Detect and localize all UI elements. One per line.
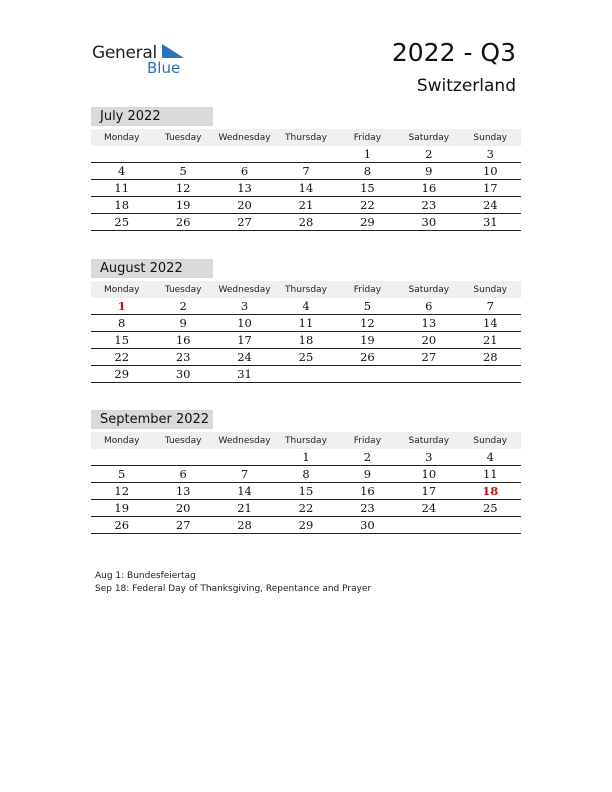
day-cell: 17 <box>398 483 459 500</box>
day-cell <box>214 449 275 466</box>
day-cell: 29 <box>337 214 398 231</box>
week-row <box>91 332 521 349</box>
day-cell: 19 <box>337 332 398 349</box>
day-cell: 20 <box>398 332 459 349</box>
day-cell: 17 <box>214 332 275 349</box>
weekday-label: Monday <box>91 432 152 449</box>
day-cell: 30 <box>337 517 398 534</box>
day-cell: 22 <box>275 500 336 517</box>
day-cell: 18 <box>275 332 336 349</box>
day-cell: 1 <box>337 146 398 163</box>
calendar-table <box>91 281 521 383</box>
weekday-label: Monday <box>91 129 152 146</box>
day-cell: 4 <box>91 163 152 180</box>
day-cell: 5 <box>91 466 152 483</box>
weekday-label: Saturday <box>398 281 459 298</box>
week-row <box>91 163 521 180</box>
weekday-label: Wednesday <box>214 432 275 449</box>
logo-triangle-icon <box>162 44 184 60</box>
day-cell: 19 <box>152 197 213 214</box>
day-cell: 27 <box>152 517 213 534</box>
day-cell: 13 <box>152 483 213 500</box>
day-cell: 23 <box>152 349 213 366</box>
country-name: Switzerland <box>416 76 516 96</box>
day-cell: 8 <box>91 315 152 332</box>
day-cell <box>275 146 336 163</box>
day-cell: 26 <box>91 517 152 534</box>
holiday-day-cell: 18 <box>460 483 521 500</box>
day-cell: 13 <box>398 315 459 332</box>
weekday-label: Sunday <box>460 129 521 146</box>
holiday-notes <box>95 570 371 596</box>
month-title: August 2022 <box>91 259 213 278</box>
month-july <box>91 107 521 231</box>
day-cell: 29 <box>91 366 152 383</box>
quarter-title: 2022 - Q3 <box>391 38 516 67</box>
week-row <box>91 449 521 466</box>
day-cell: 23 <box>398 197 459 214</box>
day-cell: 10 <box>214 315 275 332</box>
weekday-label: Sunday <box>460 281 521 298</box>
holiday-day-cell: 1 <box>91 298 152 315</box>
week-row <box>91 197 521 214</box>
week-row <box>91 298 521 315</box>
day-cell <box>152 146 213 163</box>
day-cell: 22 <box>91 349 152 366</box>
day-cell: 3 <box>398 449 459 466</box>
day-cell: 9 <box>398 163 459 180</box>
day-cell: 9 <box>337 466 398 483</box>
day-cell: 29 <box>275 517 336 534</box>
day-cell: 11 <box>91 180 152 197</box>
day-cell: 12 <box>152 180 213 197</box>
day-cell: 14 <box>460 315 521 332</box>
day-cell: 20 <box>214 197 275 214</box>
day-cell <box>214 146 275 163</box>
day-cell: 21 <box>214 500 275 517</box>
day-cell: 24 <box>398 500 459 517</box>
calendar-table <box>91 432 521 534</box>
weekday-label: Thursday <box>275 432 336 449</box>
weekday-label: Monday <box>91 281 152 298</box>
week-row <box>91 483 521 500</box>
day-cell: 15 <box>91 332 152 349</box>
weekday-label: Tuesday <box>152 432 213 449</box>
day-cell <box>398 366 459 383</box>
week-row <box>91 214 521 231</box>
day-cell: 14 <box>275 180 336 197</box>
day-cell: 31 <box>214 366 275 383</box>
day-cell: 10 <box>398 466 459 483</box>
day-cell <box>275 366 336 383</box>
day-cell: 3 <box>214 298 275 315</box>
holiday-note: Aug 1: Bundesfeiertag <box>95 571 196 581</box>
day-cell: 3 <box>460 146 521 163</box>
day-cell: 24 <box>214 349 275 366</box>
day-cell: 16 <box>152 332 213 349</box>
day-cell: 12 <box>91 483 152 500</box>
day-cell: 21 <box>460 332 521 349</box>
day-cell: 20 <box>152 500 213 517</box>
day-cell: 15 <box>337 180 398 197</box>
holiday-note: Sep 18: Federal Day of Thanksgiving, Repentance and Prayer <box>95 584 372 594</box>
weekday-header-row <box>91 432 521 449</box>
day-cell: 5 <box>337 298 398 315</box>
day-cell: 11 <box>460 466 521 483</box>
day-cell: 9 <box>152 315 213 332</box>
day-cell: 11 <box>275 315 336 332</box>
weekday-label: Friday <box>337 432 398 449</box>
day-cell: 27 <box>398 349 459 366</box>
day-cell: 31 <box>460 214 521 231</box>
day-cell <box>460 517 521 534</box>
day-cell: 21 <box>275 197 336 214</box>
month-title: July 2022 <box>91 107 213 126</box>
month-september <box>91 410 521 534</box>
week-row <box>91 366 521 383</box>
logo <box>92 40 202 80</box>
day-cell: 7 <box>275 163 336 180</box>
day-cell <box>91 146 152 163</box>
day-cell: 2 <box>337 449 398 466</box>
day-cell: 18 <box>91 197 152 214</box>
day-cell: 14 <box>214 483 275 500</box>
day-cell: 25 <box>91 214 152 231</box>
week-row <box>91 517 521 534</box>
day-cell: 17 <box>460 180 521 197</box>
weekday-label: Saturday <box>398 432 459 449</box>
weekday-label: Wednesday <box>214 129 275 146</box>
day-cell: 7 <box>214 466 275 483</box>
day-cell: 1 <box>275 449 336 466</box>
day-cell: 25 <box>275 349 336 366</box>
day-cell: 4 <box>275 298 336 315</box>
day-cell <box>398 517 459 534</box>
day-cell: 26 <box>337 349 398 366</box>
weekday-label: Thursday <box>275 129 336 146</box>
day-cell: 24 <box>460 197 521 214</box>
weekday-label: Sunday <box>460 432 521 449</box>
day-cell: 2 <box>398 146 459 163</box>
day-cell: 27 <box>214 214 275 231</box>
calendar-table <box>91 129 521 231</box>
day-cell: 25 <box>460 500 521 517</box>
day-cell: 30 <box>398 214 459 231</box>
day-cell: 16 <box>337 483 398 500</box>
month-title: September 2022 <box>91 410 213 429</box>
day-cell: 28 <box>214 517 275 534</box>
week-row <box>91 500 521 517</box>
day-cell: 8 <box>275 466 336 483</box>
day-cell: 10 <box>460 163 521 180</box>
day-cell: 6 <box>398 298 459 315</box>
day-cell <box>337 366 398 383</box>
week-row <box>91 315 521 332</box>
day-cell: 7 <box>460 298 521 315</box>
day-cell: 22 <box>337 197 398 214</box>
weekday-label: Friday <box>337 129 398 146</box>
day-cell: 19 <box>91 500 152 517</box>
day-cell: 8 <box>337 163 398 180</box>
day-cell: 12 <box>337 315 398 332</box>
day-cell: 23 <box>337 500 398 517</box>
weekday-label: Thursday <box>275 281 336 298</box>
day-cell: 28 <box>460 349 521 366</box>
day-cell: 28 <box>275 214 336 231</box>
weekday-label: Wednesday <box>214 281 275 298</box>
weekday-header-row <box>91 281 521 298</box>
day-cell <box>91 449 152 466</box>
weekday-label: Tuesday <box>152 281 213 298</box>
weekday-label: Saturday <box>398 129 459 146</box>
week-row <box>91 466 521 483</box>
logo-general-text: General <box>92 43 157 63</box>
day-cell: 30 <box>152 366 213 383</box>
day-cell: 5 <box>152 163 213 180</box>
day-cell: 4 <box>460 449 521 466</box>
day-cell: 6 <box>152 466 213 483</box>
day-cell: 13 <box>214 180 275 197</box>
logo-blue-text: Blue <box>147 59 181 77</box>
week-row <box>91 349 521 366</box>
weekday-label: Tuesday <box>152 129 213 146</box>
weekday-label: Friday <box>337 281 398 298</box>
day-cell <box>460 366 521 383</box>
weekday-header-row <box>91 129 521 146</box>
day-cell: 26 <box>152 214 213 231</box>
day-cell: 6 <box>214 163 275 180</box>
week-row <box>91 146 521 163</box>
month-august <box>91 259 521 383</box>
day-cell: 2 <box>152 298 213 315</box>
day-cell <box>152 449 213 466</box>
week-row <box>91 180 521 197</box>
day-cell: 16 <box>398 180 459 197</box>
day-cell: 15 <box>275 483 336 500</box>
